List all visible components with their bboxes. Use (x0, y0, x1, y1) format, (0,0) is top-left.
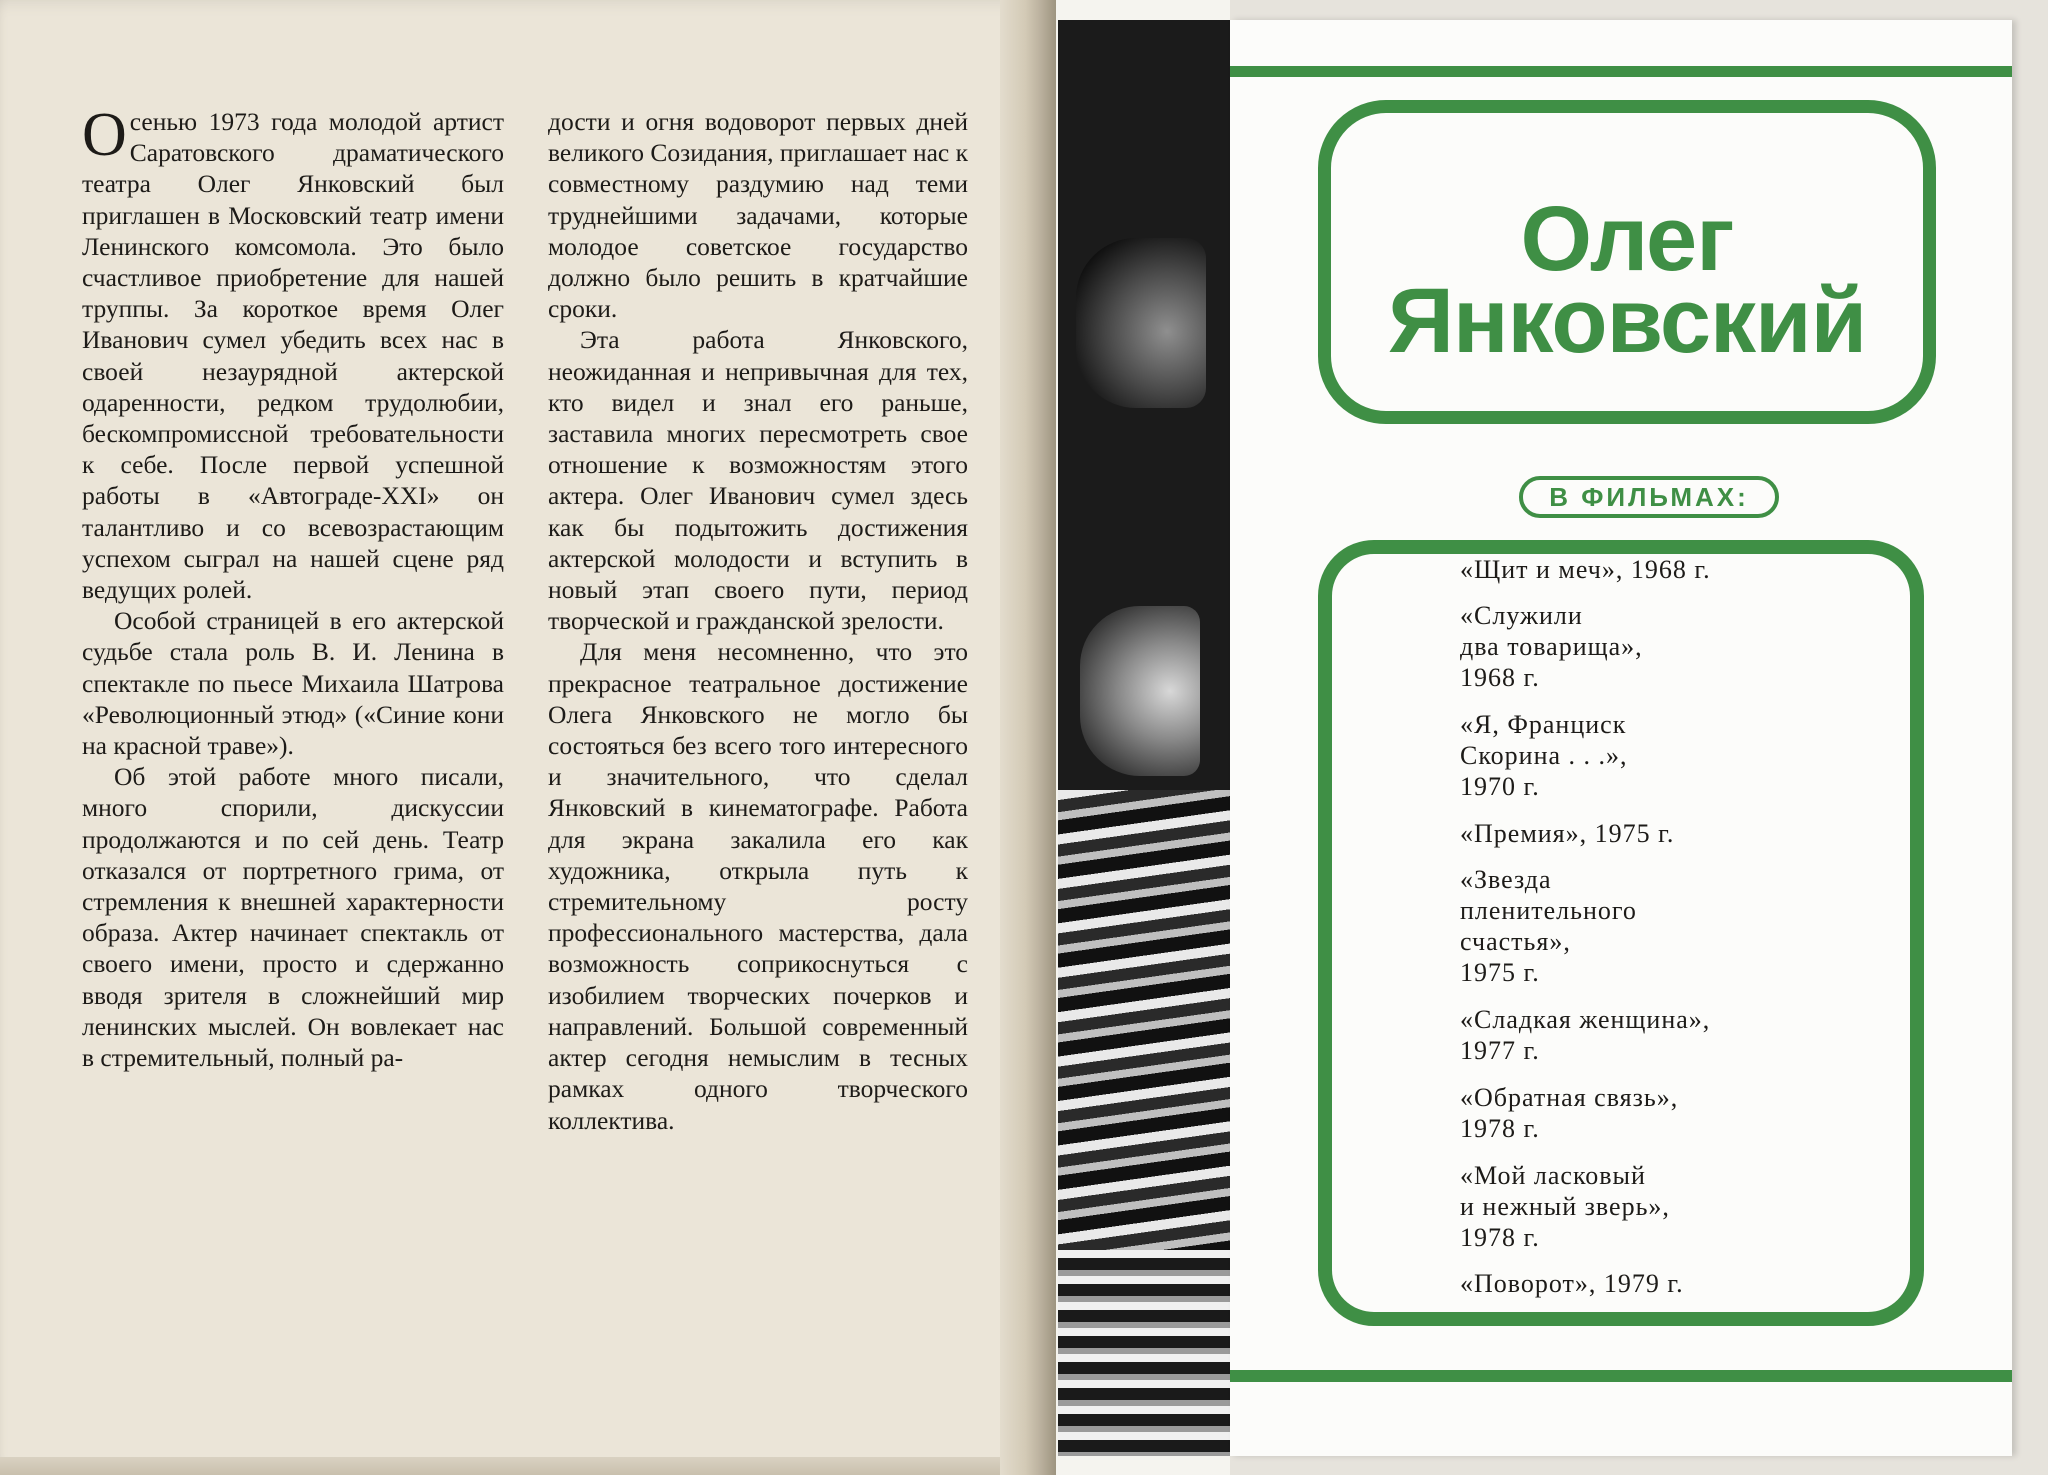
film-item: «Звезда пленительного счастья», 1975 г. (1460, 865, 1637, 987)
title-frame (1318, 100, 1936, 424)
paragraph-5: Эта работа Янковского, неожиданная и непривычная для тех, кто видел и знал его раньше, заставила многих пересмотреть свое отношение к возможностям этого актера. Олег Иванович сумел здесь как бы подытожить достижения актерской молодости и вступить в новый этап своего пути, период творческой и гражданской зрелости. (548, 325, 968, 636)
paragraph-1-text: сенью 1973 года молодой артист Саратовского драматического театра Олег Янковский был приглашен в Московский театр имени Ленинского комсомола. Это было счастливое приобретение для нашей труппы. За короткое время Олег Иванович сумел убедить всех нас в своей незаурядной актерской одаренности, редком трудолюбии, бескомпромиссной требовательности к себе. После первой успешной работы в «Автограде-XXI» он талантливо и со всевозрастающим успехом сыграл на нашей сцене ряд ведущих ролей. (82, 107, 504, 605)
film-item: «Щит и меч», 1968 г. (1460, 555, 1711, 584)
film-item: «Я, Франциск Скорина . . .», 1970 г. (1460, 710, 1628, 801)
paragraph-3: Об этой работе много писали, много спорили, дискуссии продолжаются и по сей день. Театр отказался от портретного грима, от стремления к внешней характерности образа. Актер начинает спектакль от своего имени, просто и сдержанно вводя зрителя в сложнейший мир ленинских мыслей. Он вовлекает нас в стремительный, полный ра- (82, 762, 504, 1073)
photo-figure-upper (1076, 238, 1206, 408)
film-item: «Мой ласковый и нежный зверь», 1978 г. (1460, 1161, 1670, 1252)
page-edge (0, 1457, 1048, 1475)
actor-first-name: Олег (1520, 188, 1734, 290)
top-green-rule (1230, 66, 2012, 77)
paragraph-2: Особой страницей в его актерской судьбе стала роль В. И. Ленина в спектакле по пьесе Михаила Шатрова «Революционный этюд» («Синие кони на красной траве»). (82, 606, 504, 761)
actor-last-name: Янковский (1387, 270, 1867, 372)
paragraph-1 (82, 101, 504, 605)
film-item: «Служили два товарища», 1968 г. (1460, 601, 1643, 692)
film-item: «Обратная связь», 1978 г. (1460, 1083, 1679, 1143)
drop-cap: О (82, 101, 127, 169)
text-column-2 (548, 106, 968, 1136)
film-item: «Премия», 1975 г. (1460, 819, 1675, 848)
film-item: «Сладкая женщина», 1977 г. (1460, 1005, 1711, 1065)
paragraph-4: дости и огня водоворот первых дней великого Созидания, приглашает нас к совместному раздумию над теми труднейшими задачами, которые молодое советское государство должно было решить в кратчайшие сроки. (548, 107, 969, 324)
bottom-green-rule (1230, 1370, 2012, 1382)
actor-photo (1058, 20, 1230, 1456)
films-label: В ФИЛЬМАХ: (1519, 476, 1779, 518)
text-column-1 (82, 101, 504, 1073)
photo-figure-lower (1080, 606, 1200, 776)
photo-floor (1058, 1250, 1230, 1456)
book-gutter (1000, 0, 1056, 1475)
paragraph-6: Для меня несомненно, что это прекрасное театральное достижение Олега Янковского не могло бы состояться без всего того интересного и значительного, что сделал Янковский в кинематографе. Работа для экрана закалила его как художника, открыла путь к стремительному росту профессионального мастерства, дала возможность соприкоснуться с изобилием творческих почерков и направлений. Большой современный актер сегодня немыслим в тесных рамках одного творческого коллектива. (548, 637, 968, 1135)
film-item: «Поворот», 1979 г. (1460, 1269, 1684, 1298)
